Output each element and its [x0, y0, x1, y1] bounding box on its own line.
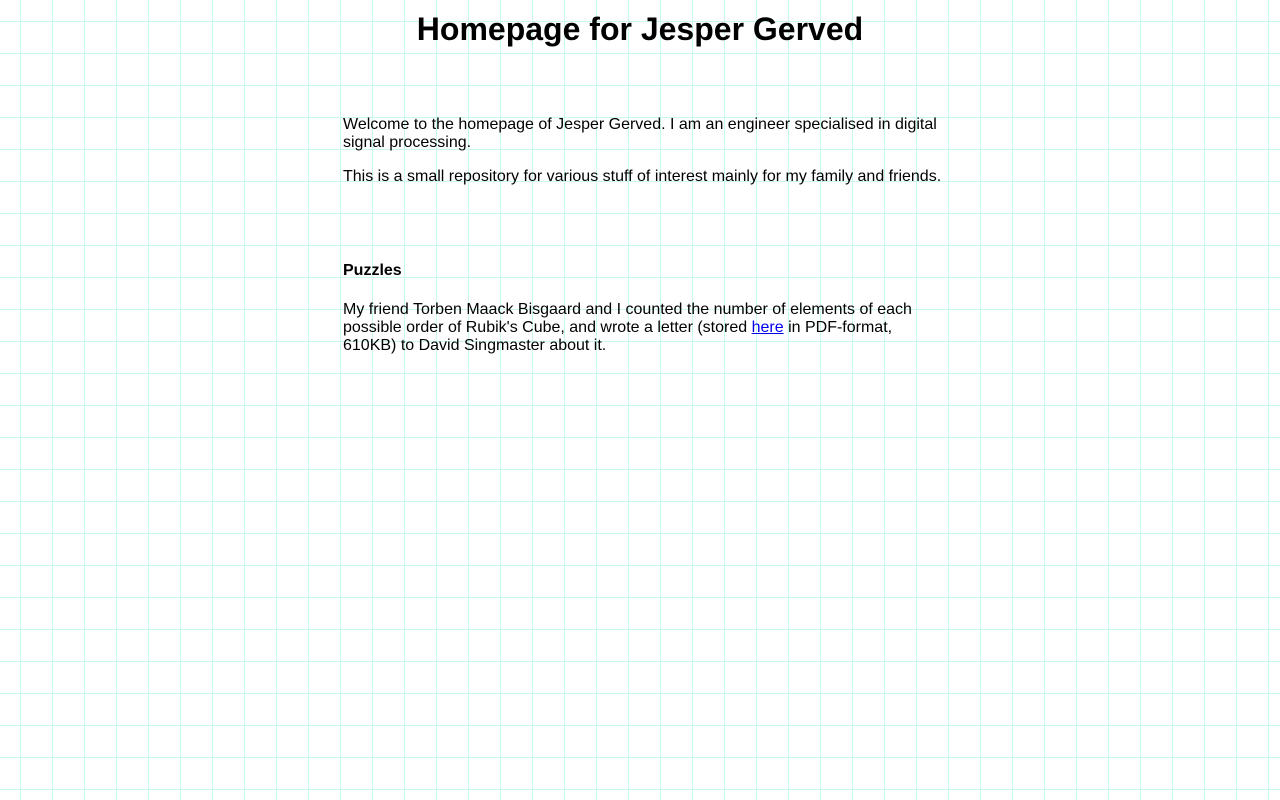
puzzles-paragraph	[343, 301, 943, 355]
rubiks-letter-pdf-link[interactable]: here	[751, 319, 784, 336]
puzzles-text-before-link: My friend Torben Maack Bisgaard and I counted the number of elements of each possible order of Rubik's Cube, and wrote a letter (stored	[343, 301, 912, 336]
intro-paragraph-welcome: Welcome to the homepage of Jesper Gerved. I am an engineer specialised in digital signal processing.	[343, 116, 937, 151]
intro-section	[343, 116, 943, 202]
page-title: Homepage for Jesper Gerved	[416, 11, 864, 47]
puzzles-text-after-link: in PDF-format, 610KB) to David Singmaster about it.	[343, 319, 893, 354]
puzzles-heading: Puzzles	[343, 262, 402, 279]
intro-paragraph-repository: This is a small repository for various stuff of interest mainly for my family and friends.	[343, 168, 942, 185]
